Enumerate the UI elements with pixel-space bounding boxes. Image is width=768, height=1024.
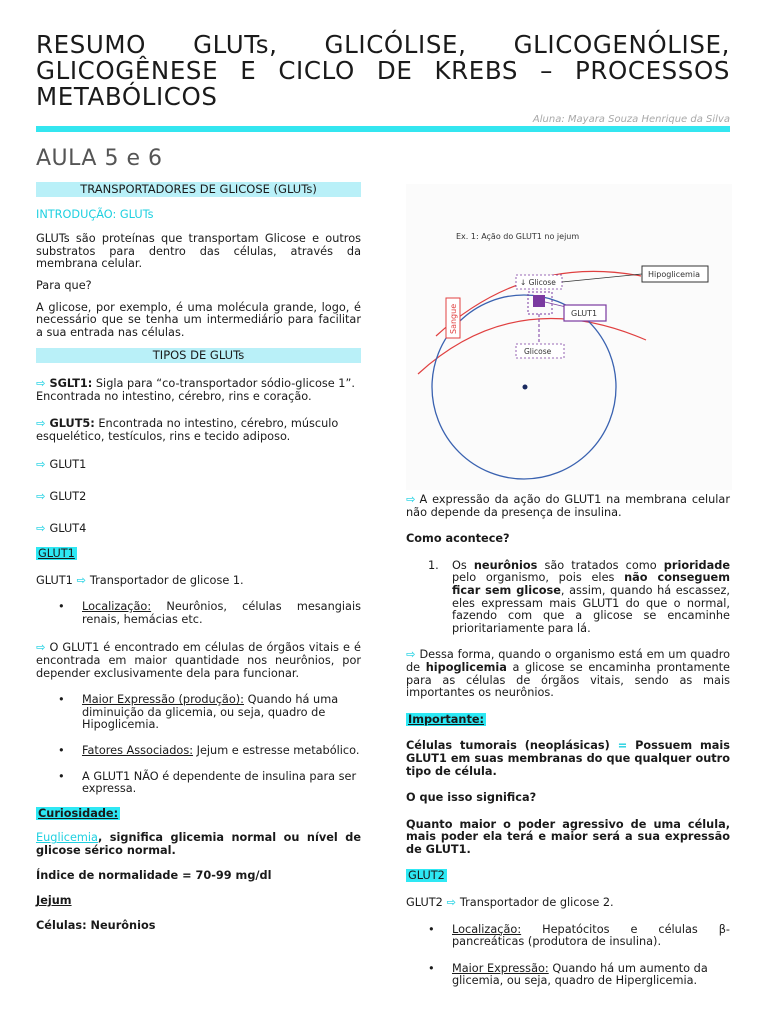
- item-part: são tratados como: [537, 558, 664, 572]
- intro-paragraph-2: A glicose, por exemplo, é uma molécula grande, logo, é necessário que se tenha um intermediário para facilitar a sua entrada nas células.: [36, 300, 361, 339]
- arrow-icon: ⇨: [36, 458, 46, 472]
- glut1-pointer: [545, 302, 566, 307]
- arrow-icon: ⇨: [406, 493, 416, 506]
- glut1-paragraph: [36, 642, 361, 680]
- paragraph-part: Dessa forma, quando o organismo está em um quadro de: [406, 648, 730, 674]
- title-line-2: GLICOGÊNESE E CICLO DE KREBS – PROCESSOS: [36, 56, 730, 85]
- bullet-icon: •: [58, 744, 65, 758]
- cell-nucleus: [523, 385, 528, 390]
- glut2-def-name: GLUT2: [406, 896, 443, 910]
- sglt1-text: Sigla para “co-transportador sódio-glicose 1”. Encontrada no intestino, cérebro, rins e coração.: [36, 376, 355, 403]
- sangue-label: Sangue: [449, 303, 458, 334]
- item-number: 1.: [428, 558, 439, 572]
- arrow-icon: ⇨: [36, 489, 46, 503]
- sglt1-label: SGLT1:: [49, 376, 93, 390]
- paragraph-part: Células tumorais (neoplásicas): [406, 739, 610, 753]
- right-column: [406, 494, 730, 988]
- bullet-text: [82, 601, 361, 626]
- para-que: Para que?: [36, 278, 92, 292]
- type-item: [36, 523, 361, 536]
- sglt1-item: [36, 378, 361, 403]
- title-line-3: METABÓLICOS: [36, 82, 218, 111]
- item-part: neurônios: [473, 558, 538, 572]
- arrow-icon: ⇨: [36, 376, 46, 390]
- bullet-text: [452, 924, 730, 949]
- bullet2-text: Jejum e estresse metabólico.: [196, 744, 360, 758]
- figure-caption: Ex. 1: Ação do GLUT1 no jejum: [456, 232, 580, 241]
- glut1-label: GLUT1: [571, 309, 598, 318]
- loc-label: Localização:: [82, 600, 152, 614]
- bullet-icon: •: [58, 600, 65, 614]
- glut1-heading: [36, 548, 361, 561]
- jejum-heading: Jejum: [36, 894, 72, 908]
- bullet-fatores: [36, 745, 361, 758]
- glut5-text: Encontrada no intestino, cérebro, músculo esquelético, testículos, rins e tecido adiposo.: [36, 417, 339, 443]
- maior2-text: Quando há um aumento da glicemia, ou seja, quadro de Hiperglicemia.: [452, 961, 708, 988]
- bullet-nao-dependente: [36, 771, 361, 796]
- equals-sign: =: [617, 739, 628, 753]
- glut1-heading-text: GLUT1: [38, 547, 75, 561]
- celulas-neuronios: Células: Neurônios: [36, 918, 156, 932]
- glut1-diagram: [406, 184, 732, 490]
- glut1-figure: [406, 184, 732, 490]
- glut1-def-text: Transportador de glicose 1.: [89, 573, 244, 587]
- type-label: GLUT2: [49, 489, 87, 503]
- bullet-localizacao-2: [406, 924, 730, 949]
- bullet-text: [452, 963, 730, 988]
- item-text: [452, 560, 730, 636]
- euglicemia-paragraph: [36, 832, 361, 857]
- loc-text: Neurônios, células mesangiais renais, hemácias etc.: [82, 600, 362, 626]
- bullet1-text: Quando há uma diminuição da glicemia, ou seja, quadro de Hipoglicemia.: [82, 693, 339, 732]
- loc2-text: Hepatócitos e células β-pancreáticas (produtora de insulina).: [452, 922, 731, 949]
- arrow-icon: ⇨: [76, 573, 86, 587]
- glicose-top-label: ↓ Glicose: [520, 278, 556, 287]
- author-name: Aluna: Mayara Souza Henrique da Silva: [532, 114, 730, 125]
- glicose-bottom-label: Glicose: [524, 347, 552, 356]
- glut2-heading-text: GLUT2: [408, 869, 445, 883]
- arrow-icon: ⇨: [36, 641, 46, 655]
- glut1-paragraph-text: O GLUT1 é encontrado em células de órgãos vitais e é encontrada em maior quantidade nos neurônios, por depender exclusivamente dela para funcionar.: [36, 641, 361, 680]
- title-rule: [36, 126, 730, 132]
- item-part: , assim, quando há escassez, eles expressam mais GLUT1 do que o normal, fazendo com que a glicose se encaminhe prioritariamente para lá.: [452, 583, 730, 635]
- bullet-localizacao: [36, 601, 361, 626]
- left-column: [36, 182, 361, 932]
- type-item: [36, 491, 361, 504]
- glut5-label: GLUT5:: [49, 417, 95, 431]
- item-part: prioridade: [663, 558, 730, 572]
- significa-heading: O que isso significa?: [406, 791, 537, 805]
- type-label: GLUT4: [49, 521, 87, 535]
- numbered-item-1: [406, 560, 730, 636]
- hipoglicemia-pointer: [562, 274, 642, 282]
- euglicemia-word: Euglicemia: [36, 831, 98, 845]
- expressao-text: A expressão da ação do GLUT1 na membrana celular não depende da presença de insulina.: [406, 493, 730, 519]
- bullet-maior-expressao: [36, 694, 361, 732]
- bullet-icon: •: [428, 961, 435, 975]
- curiosidade-text: Curiosidade:: [38, 806, 119, 820]
- bullet-icon: •: [58, 693, 65, 707]
- bullet-text: [82, 694, 361, 732]
- arrow-icon: ⇨: [406, 648, 416, 662]
- glut2-heading: [406, 870, 730, 883]
- bullet1-label: Maior Expressão (produção):: [82, 693, 244, 707]
- paragraph-part: hipoglicemia: [425, 660, 507, 674]
- document-title: [36, 32, 730, 110]
- arrow-icon: ⇨: [446, 896, 456, 910]
- quanto-maior-paragraph: Quanto maior o poder agressivo de uma célula, mais poder ela terá e maior será a sua expressão de GLUT1.: [406, 817, 730, 856]
- glut1-def-name: GLUT1: [36, 573, 73, 587]
- curiosidade-heading: [36, 808, 361, 821]
- intro-title: INTRODUÇÃO: GLUTs: [36, 207, 154, 221]
- bullet2-label: Fatores Associados:: [82, 744, 194, 758]
- expressao-paragraph: [406, 494, 730, 519]
- loc2-label: Localização:: [452, 922, 522, 936]
- bullet-icon: •: [428, 922, 435, 936]
- item-part: Os: [452, 558, 474, 572]
- importante-heading: [406, 714, 730, 727]
- section-band-tipos: TIPOS DE GLUTs: [36, 348, 361, 363]
- maior2-label: Maior Expressão:: [452, 961, 549, 975]
- hipoglicemia-label: Hipoglicemia: [648, 270, 700, 279]
- glut5-item: [36, 418, 361, 443]
- euglicemia-text: , significa glicemia normal ou nível de glicose sérico normal.: [36, 831, 361, 857]
- lesson-heading: AULA 5 e 6: [36, 146, 163, 171]
- transporter-block: [533, 295, 545, 307]
- section-band-transportadores: TRANSPORTADORES DE GLICOSE (GLUTs): [36, 182, 361, 197]
- item-part: pelo organismo, pois eles: [452, 571, 625, 585]
- type-label: GLUT1: [49, 458, 87, 472]
- glut2-definition: [406, 897, 730, 910]
- item-part: não conseguem ficar sem glicose: [452, 571, 730, 597]
- glut1-definition: [36, 575, 361, 588]
- bullet-maior-expressao-2: [406, 963, 730, 988]
- bullet3-text: A GLUT1 NÃO é dependente de insulina para ser expressa.: [82, 769, 357, 796]
- como-acontece: Como acontece?: [406, 532, 510, 546]
- dessa-forma-paragraph: [406, 649, 730, 699]
- title-line-1: RESUMO GLUTs, GLICÓLISE, GLICOGENÓLISE,: [36, 30, 730, 59]
- glut2-def-text: Transportador de glicose 2.: [459, 896, 614, 910]
- type-item: [36, 459, 361, 472]
- paragraph-part: a glicose se encaminha prontamente para as células de órgãos vitais, sendo as mais importantes os neurônios.: [406, 660, 730, 700]
- importante-text: Importante:: [408, 712, 485, 726]
- arrow-icon: ⇨: [36, 521, 46, 535]
- intro-paragraph: GLUTs são proteínas que transportam Glicose e outros substratos para dentro das células, através da membrana celular.: [36, 232, 361, 271]
- paragraph-part: Possuem mais GLUT1 em suas membranas do que qualquer outro tipo de célula.: [406, 739, 731, 778]
- arrow-icon: ⇨: [36, 417, 46, 431]
- bullet-text: [82, 745, 361, 758]
- tumorais-paragraph: [406, 740, 730, 778]
- bullet-icon: •: [58, 769, 65, 783]
- indice-normalidade: Índice de normalidade = 70-99 mg/dl: [36, 868, 272, 882]
